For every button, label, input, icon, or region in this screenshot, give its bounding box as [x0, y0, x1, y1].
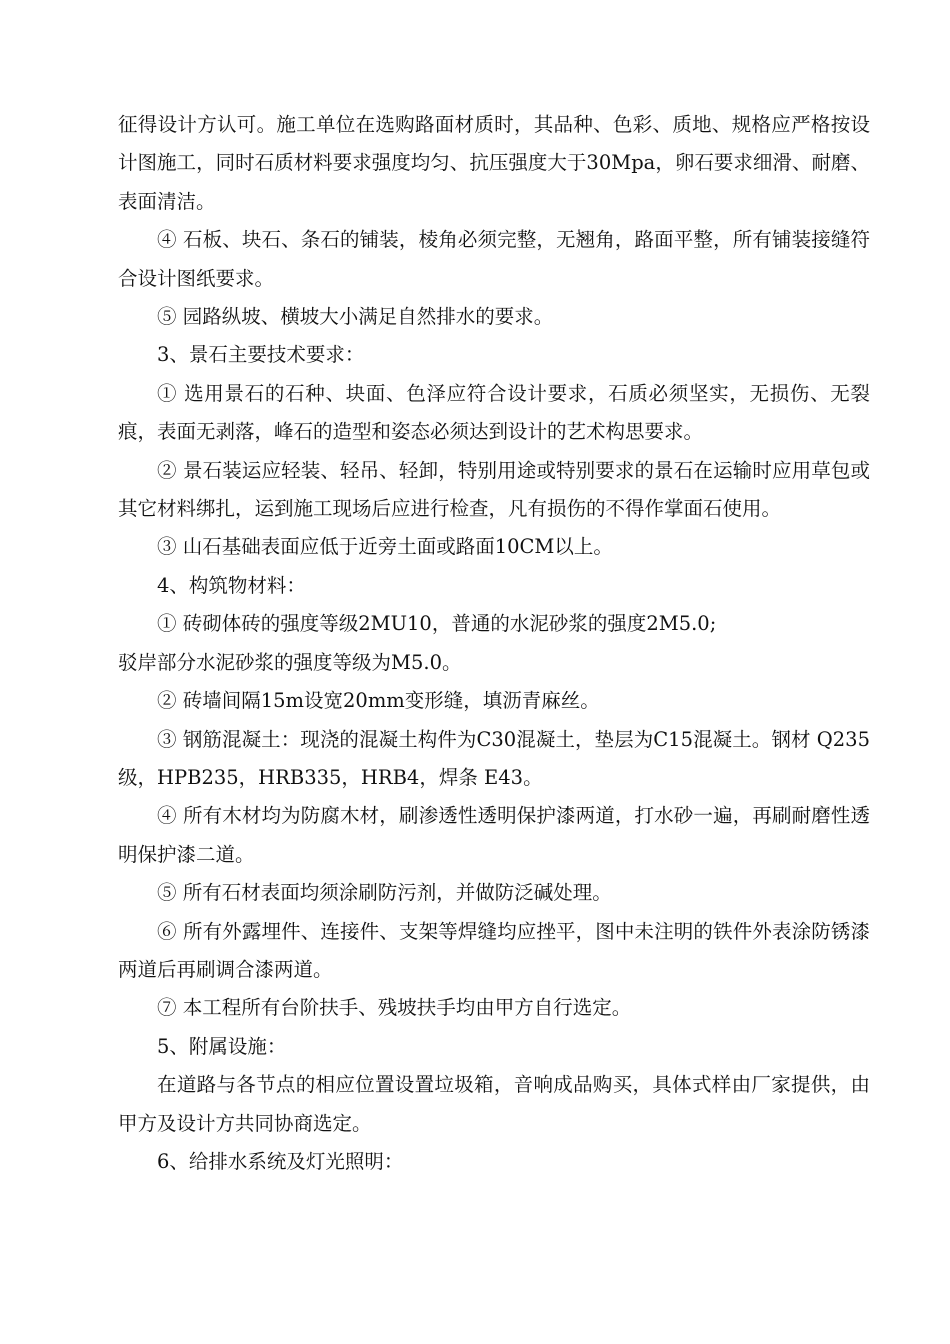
paragraph: ④ 所有木材均为防腐木材，刷渗透性透明保护漆两道，打水砂一遍，再刷耐磨性透明保护漆二道。 [118, 804, 870, 866]
section-heading: 5、附属设施： [157, 1034, 287, 1058]
paragraph: ② 砖墙间隔15m设宽20mm变形缝，填沥青麻丝。 [157, 689, 600, 713]
paragraph: 在道路与各节点的相应位置设置垃圾箱，音响成品购买，具体式样由厂家提供，由甲方及设计方共同协商选定。 [118, 1073, 870, 1135]
paragraph: ② 景石装运应轻装、轻吊、轻卸，特别用途或特别要求的景石在运输时应用草包或其它材料绑扎，运到施工现场后应进行检查，凡有损伤的不得作掌面石使用。 [118, 458, 870, 521]
section-heading: 3、景石主要技术要求： [157, 343, 365, 367]
paragraph: ⑥ 所有外露埋件、连接件、支架等焊缝均应挫平，图中未注明的铁件外表涂防锈漆两道后再刷调合漆两道。 [118, 919, 870, 981]
paragraph: ③ 钢筋混凝土：现浇的混凝土构件为C30混凝土，垫层为C15混凝土。钢材 Q235 级，HPB235，HRB335，HRB4，焊条 E43。 [118, 727, 870, 789]
paragraph: ⑤ 所有石材表面均须涂刷防污剂，并做防泛碱处理。 [157, 881, 612, 905]
paragraph: ⑤ 园路纵坡、横坡大小满足自然排水的要求。 [157, 305, 554, 329]
paragraph: 征得设计方认可。施工单位在选购路面材质时，其品种、色彩、质地、规格应严格按设计图施工，同时石质材料要求强度均匀、抗压强度大于30Mpa，卵石要求细滑、耐磨、表面清洁。 [118, 113, 870, 213]
paragraph: 驳岸部分水泥砂浆的强度等级为M5.0。 [118, 650, 462, 674]
paragraph: ① 选用景石的石种、块面、色泽应符合设计要求，石质必须坚实，无损伤、无裂痕，表面无剥落，峰石的造型和姿态必须达到设计的艺术构思要求。 [118, 381, 870, 444]
paragraph: ⑦ 本工程所有台阶扶手、残坡扶手均由甲方自行选定。 [157, 996, 632, 1020]
document-body [118, 106, 870, 1181]
section-heading: 6、给排水系统及灯光照明： [157, 1149, 404, 1173]
paragraph: ④ 石板、块石、条石的铺装，棱角必须完整，无翘角，路面平整，所有铺装接缝符合设计图纸要求。 [118, 228, 870, 290]
section-heading: 4、构筑物材料： [157, 573, 306, 597]
paragraph: ① 砖砌体砖的强度等级2MU10，普通的水泥砂浆的强度2M5.0; [157, 612, 717, 636]
paragraph: ③ 山石基础表面应低于近旁土面或路面10CM以上。 [157, 535, 613, 559]
